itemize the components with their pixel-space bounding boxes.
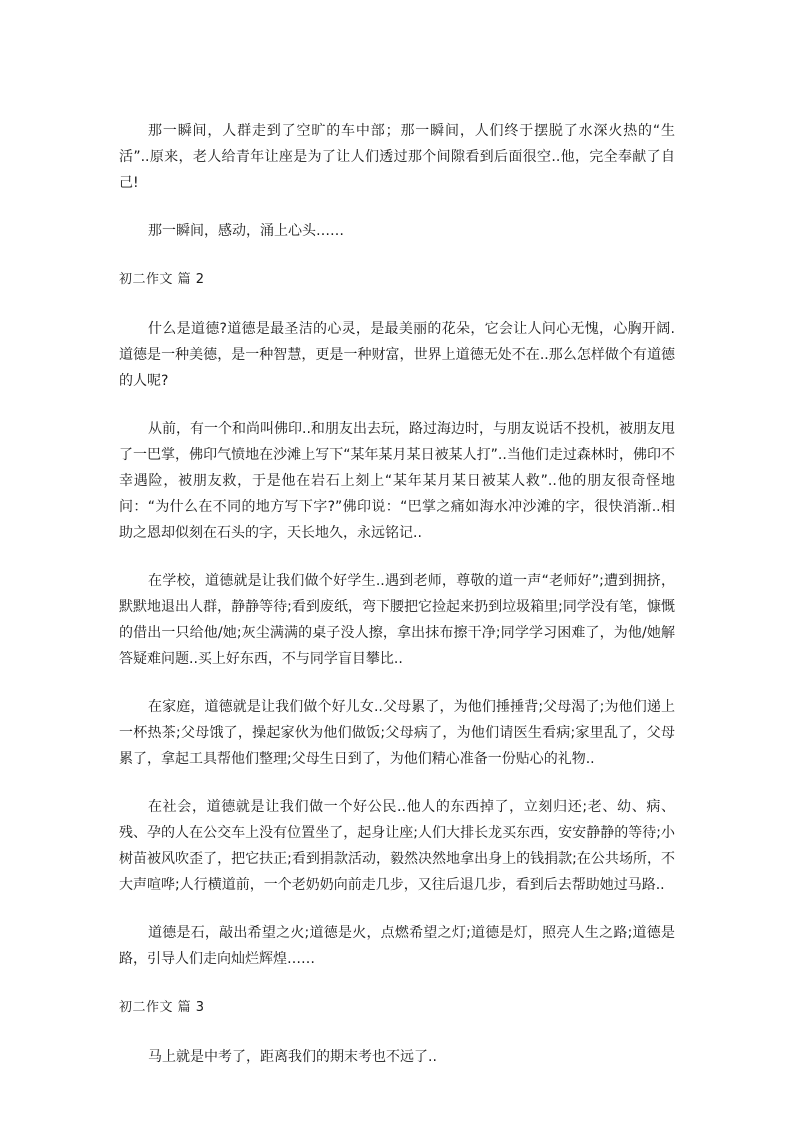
- paragraph: 道德是石，敲出希望之火;道德是火，点燃希望之灯;道德是灯，照亮人生之路;道德是路，引导人们走向灿烂辉煌……: [119, 925, 675, 967]
- document-page: [119, 118, 675, 1070]
- section-heading: 初二作文 篇 2: [119, 272, 205, 287]
- paragraph: 在家庭，道德就是让我们做个好儿女..父母累了，为他们捶捶背;父母渴了;为他们递上一杯热茶;父母饿了，操起家伙为他们做饭;父母病了，为他们请医生看病;家里乱了，父母累了，拿起工具帮他们整理;父母生日到了，为他们精心准备一份贴心的礼物..: [119, 699, 675, 767]
- paragraph: 在学校，道德就是让我们做个好学生..遇到老师，尊敬的道一声“老师好”;遭到拥挤，默默地退出人群，静静等待;看到废纸，弯下腰把它捡起来扔到垃圾箱里;同学没有笔，慷慨的借出一只给他/她;灰尘满满的桌子没人擦，拿出抹布擦干净;同学学习困难了，为他/她解答疑难问题..买上好东西，不与同学盲目攀比..: [119, 573, 675, 667]
- paragraph: 马上就是中考了，距离我们的期末考也不远了..: [148, 1049, 437, 1065]
- paragraph: 从前，有一个和尚叫佛印..和朋友出去玩，路过海边时，与朋友说话不投机，被朋友甩了一巴掌，佛印气愤地在沙滩上写下“某年某月某日被某人打”..当他们走过森林时，佛印不幸遇险，被朋友救，于是他在岩石上刻上“某年某月某日被某人救”..他的朋友很奇怪地问：“为什么在不同的地方写下字?”佛印说：“巴掌之痛如海水冲沙滩的字，很快消渐..相助之恩却似刻在石头的字，天长地久，永远铭记..: [119, 421, 675, 541]
- paragraph: 什么是道德?道德是最圣洁的心灵，是最美丽的花朵，它会让人问心无愧，心胸开阔.道德是一种美德，是一种智慧，更是一种财富，世界上道德无处不在..那么怎样做个有道德的人呢?: [119, 321, 675, 389]
- paragraph: 那一瞬间，人群走到了空旷的车中部；那一瞬间，人们终于摆脱了水深火热的“生活”..原来，老人给青年让座是为了让人们透过那个间隙看到后面很空..他，完全奉献了自己!: [119, 123, 675, 191]
- section-heading: 初二作文 篇 3: [119, 1000, 205, 1015]
- paragraph: 在社会，道德就是让我们做一个好公民..他人的东西掉了，立刻归还;老、幼、病、残、孕的人在公交车上没有位置坐了，起身让座;人们大排长龙买东西，安安静静的等待;小树苗被风吹歪了，把它扶正;看到捐款活动，毅然决然地拿出身上的钱捐款;在公共场所，不大声喧哗;人行横道前，一个老奶奶向前走几步，又往后退几步，看到后去帮助她过马路..: [119, 799, 675, 893]
- paragraph: 那一瞬间，感动，涌上心头……: [148, 223, 344, 239]
